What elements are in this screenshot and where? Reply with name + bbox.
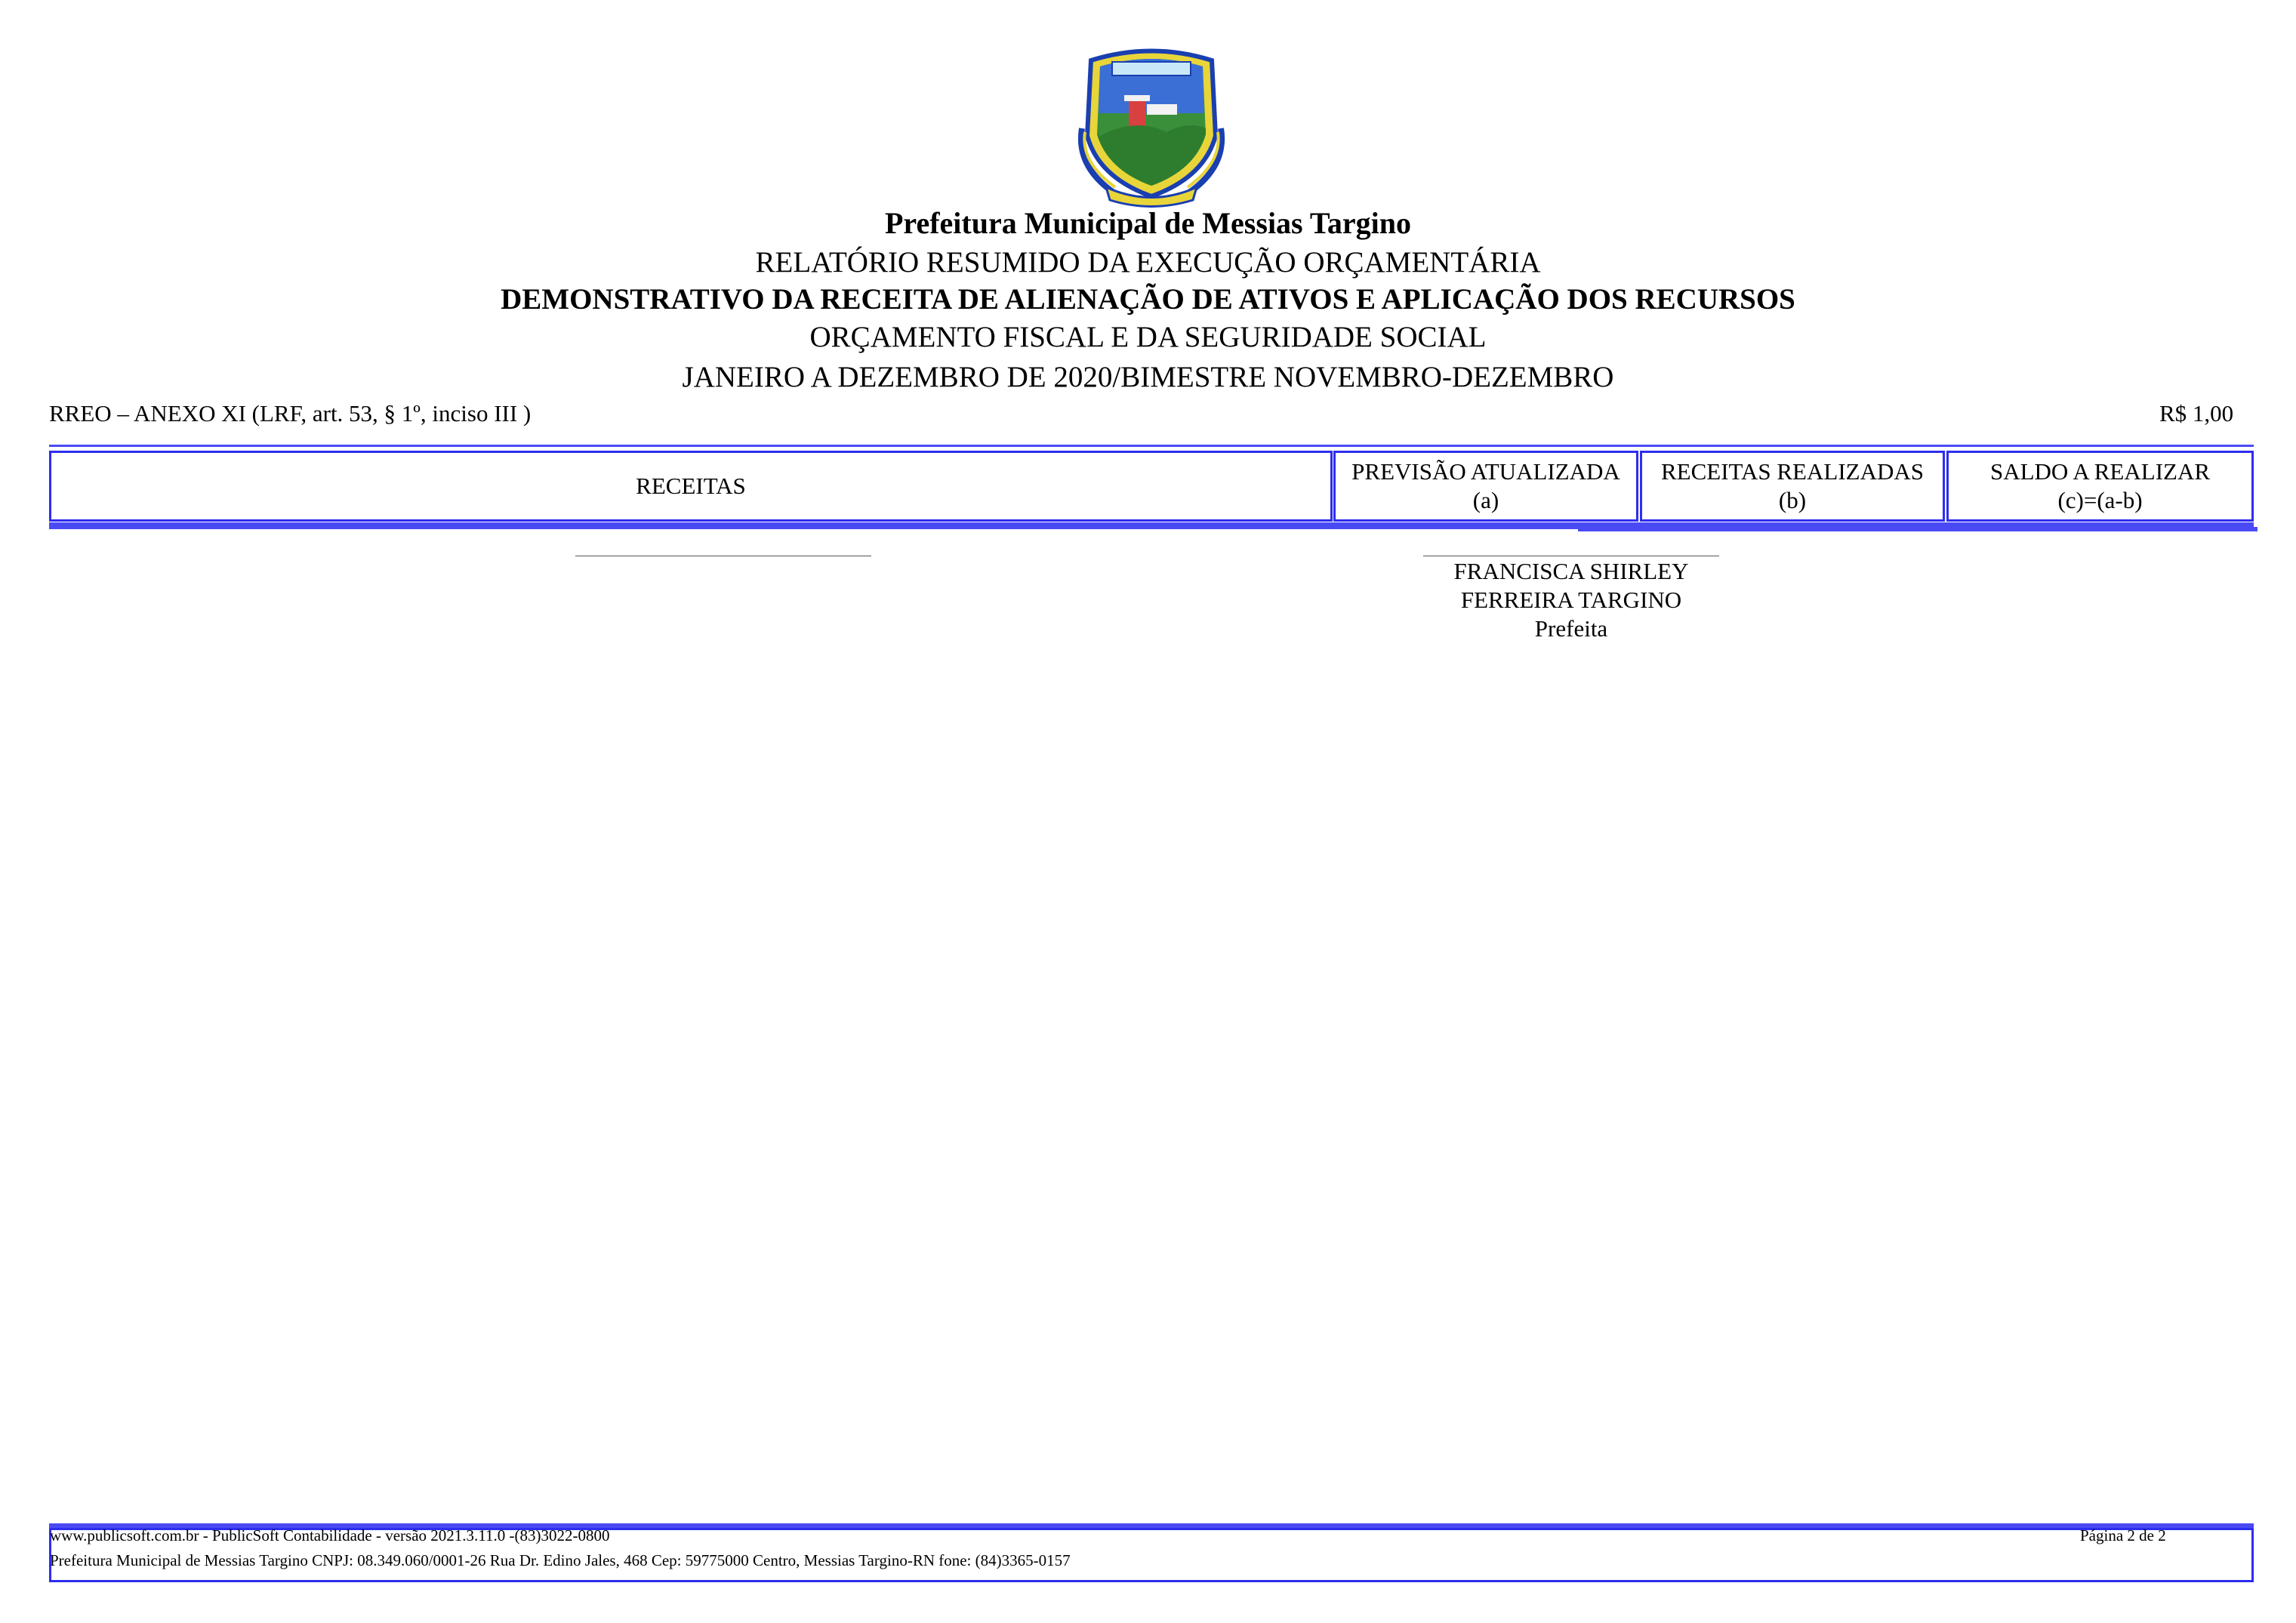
currency-label: R$ 1,00 <box>2159 400 2234 427</box>
footer-software-line: www.publicsoft.com.br - PublicSoft Contabilidade - versão 2021.3.11.0 -(83)3022-0800 <box>50 1526 610 1544</box>
budget-title: ORÇAMENTO FISCAL E DA SEGURIDADE SOCIAL <box>809 321 1487 353</box>
table-top-rule <box>49 445 2254 447</box>
period-label: JANEIRO A DEZEMBRO DE 2020/BIMESTRE NOVEMBRO-DEZEMBRO <box>682 361 1614 393</box>
column-header-saldo <box>1946 451 2254 522</box>
org-title: Prefeitura Municipal de Messias Targino <box>884 206 1412 240</box>
report-title: RELATÓRIO RESUMIDO DA EXECUÇÃO ORÇAMENTÁRIA <box>755 246 1541 279</box>
column-header-realizadas <box>1640 451 1945 522</box>
column-header-sub: (c)=(a-b) <box>2057 487 2143 513</box>
signature-name-line1: FRANCISCA SHIRLEY <box>1453 558 1689 584</box>
table-bottom-rule-accent <box>1578 527 2257 531</box>
municipal-crest-logo <box>1068 45 1234 208</box>
column-header-label: PREVISÃO ATUALIZADA <box>1351 458 1620 485</box>
signature-name-line2: FERREIRA TARGINO <box>1460 587 1682 613</box>
signature-role: Prefeita <box>1534 615 1608 642</box>
column-header-receitas <box>49 451 1333 522</box>
footer-address-line: Prefeitura Municipal de Messias Targino CNPJ: 08.349.060/0001-26 Rua Dr. Edino Jales, 468 Cep: 59775000 Centro, Messias Targino-RN fone: (84)3365-0157 <box>50 1551 1071 1569</box>
column-header-label: RECEITAS REALIZADAS <box>1661 458 1924 485</box>
crest-svg <box>1068 45 1234 208</box>
annex-label: RREO – ANEXO XI (LRF, art. 53, § 1º, inciso III ) <box>49 400 532 427</box>
footer-page-number: Página 2 de 2 <box>2080 1526 2166 1544</box>
column-header-previsao <box>1333 451 1638 522</box>
demonstrative-title: DEMONSTRATIVO DA RECEITA DE ALIENAÇÃO DE ATIVOS E APLICAÇÃO DOS RECURSOS <box>501 283 1795 316</box>
column-header-label: SALDO A REALIZAR <box>1989 458 2211 485</box>
column-header-sub: (a) <box>1472 487 1499 513</box>
column-header-label: RECEITAS <box>636 473 746 499</box>
column-header-sub: (b) <box>1778 487 1807 513</box>
